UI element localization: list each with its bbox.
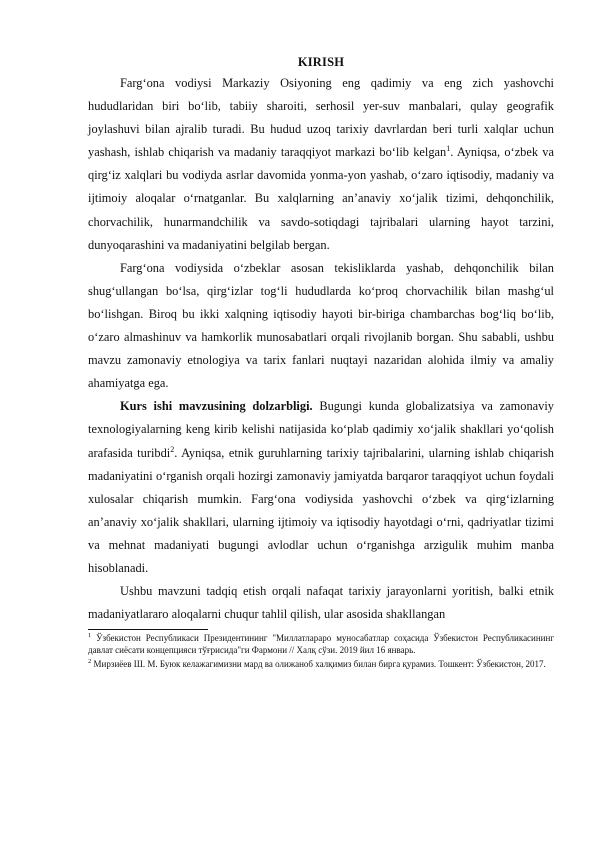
- paragraph-3-text-cont: . Ayniqsa, etnik guruhlarning tarixiy tajribalarini, ularning ishlab chiqarish madaniyatini o‘rganish orqali hozirgi zamonaviy jamiyatda barqaror taraqqiyot uchun foydali xulosalar chiqarish mumkin. Farg‘ona vodiysida yashovchi o‘zbek va qirg‘izlarning an’anaviy xo‘jalik shakllari, ularning ijtimoiy va iqtisodiy hayotdagi o‘rni, qadriyatlar tizimi va mehnat madaniyati bugungi avlodlar uchun o‘rganishga arzigulik muhim manba hisoblanadi.: [88, 445, 554, 575]
- footnote-1-text: Ўзбекистон Республикаси Президентининг "Миллатлараро муносабатлар соҳасида Ўзбекистон Республикасининг давлат сиёсати концепцияси тўғрисида"ги Фармони // Халқ сўзи. 2019 йил 16 январь.: [88, 633, 555, 656]
- paragraph-1: [88, 72, 554, 257]
- paragraph-3-text: Bugungi kunda globalizatsiya va zamonaviy texnologiyalarning keng kirib kelishi natijasida ko‘plab qadimiy xo‘jalik shakllari yo‘qolish arafasida turibdi: [88, 399, 554, 460]
- paragraph-1-text: Farg‘ona vodiysi Markaziy Osiyoning eng qadimiy va eng zich yashovchi hududlaridan biri bo‘lib, tabiiy sharoiti, serhosil yer-suv manbalari, qulay geografik joylashuvi bilan ajralib turadi. Bu hudud uzoq tarixiy davrlardan beri turli xalqlar uchun yashash, ishlab chiqarish va madaniy taraqqiyot markazi bo‘lib kelgan: [88, 76, 554, 160]
- footnote-2-mark: 2: [88, 658, 92, 666]
- footnote-ref-1: 1: [446, 144, 451, 154]
- paragraph-3: [88, 395, 554, 580]
- paragraph-1-text-cont: . Ayniqsa, o‘zbek va qirg‘iz xalqlari bu vodiyda asrlar davomida yonma-yon yashab, o‘zaro iqtisodiy, madaniy va ijtimoiy aloqalar o‘rnatganlar. Bu xalqlarning an’anaviy xo‘jalik tizimi, dehqonchilik, chorvachilik, hunarmandchilik va savdo-sotiqdagi tajribalari ularning hayot tarzini, dunyoqarashini va madaniyatini belgilab bergan.: [88, 145, 554, 252]
- paragraph-4: Ushbu mavzuni tadqiq etish orqali nafaqat tarixiy jarayonlarni yoritish, balki etnik madaniyatlararo aloqalarni chuqur tahlil qilish, ular asosida shakllangan: [88, 584, 554, 622]
- footnote-2: [88, 656, 554, 670]
- footnote-ref-2: 2: [170, 444, 175, 454]
- footnote-1-mark: 1: [88, 632, 92, 640]
- document-page: [88, 52, 554, 670]
- footnote-2-text: Мирзиёев Ш. М. Буюк келажагимизни мард ва олижаноб халқимиз билан бирга қурамиз. Тошкент: Ўзбекистон, 2017.: [93, 659, 546, 670]
- section-heading: KIRISH: [297, 55, 345, 69]
- footnote-1: [88, 630, 554, 656]
- paragraph-2: Farg‘ona vodiysida o‘zbeklar asosan tekisliklarda yashab, dehqonchilik bilan shug‘ullangan bo‘lsa, qirg‘izlar tog‘li hududlarda ko‘proq chorvachilik bilan mashg‘ul bo‘lishgan. Biroq bu ikki xalqning iqtisodiy hayoti bir-biriga chambarchas bog‘liq bo‘lib, o‘zaro almashinuv va hamkorlik munosabatlari orqali rivojlanib borgan. Shu sababli, ushbu mavzu zamonaviy etnologiya va tarix fanlari nuqtayi nazaridan alohida ilmiy va amaliy ahamiyatga ega.: [88, 260, 554, 391]
- relevance-lead: Kurs ishi mavzusining dolzarbligi.: [120, 399, 313, 414]
